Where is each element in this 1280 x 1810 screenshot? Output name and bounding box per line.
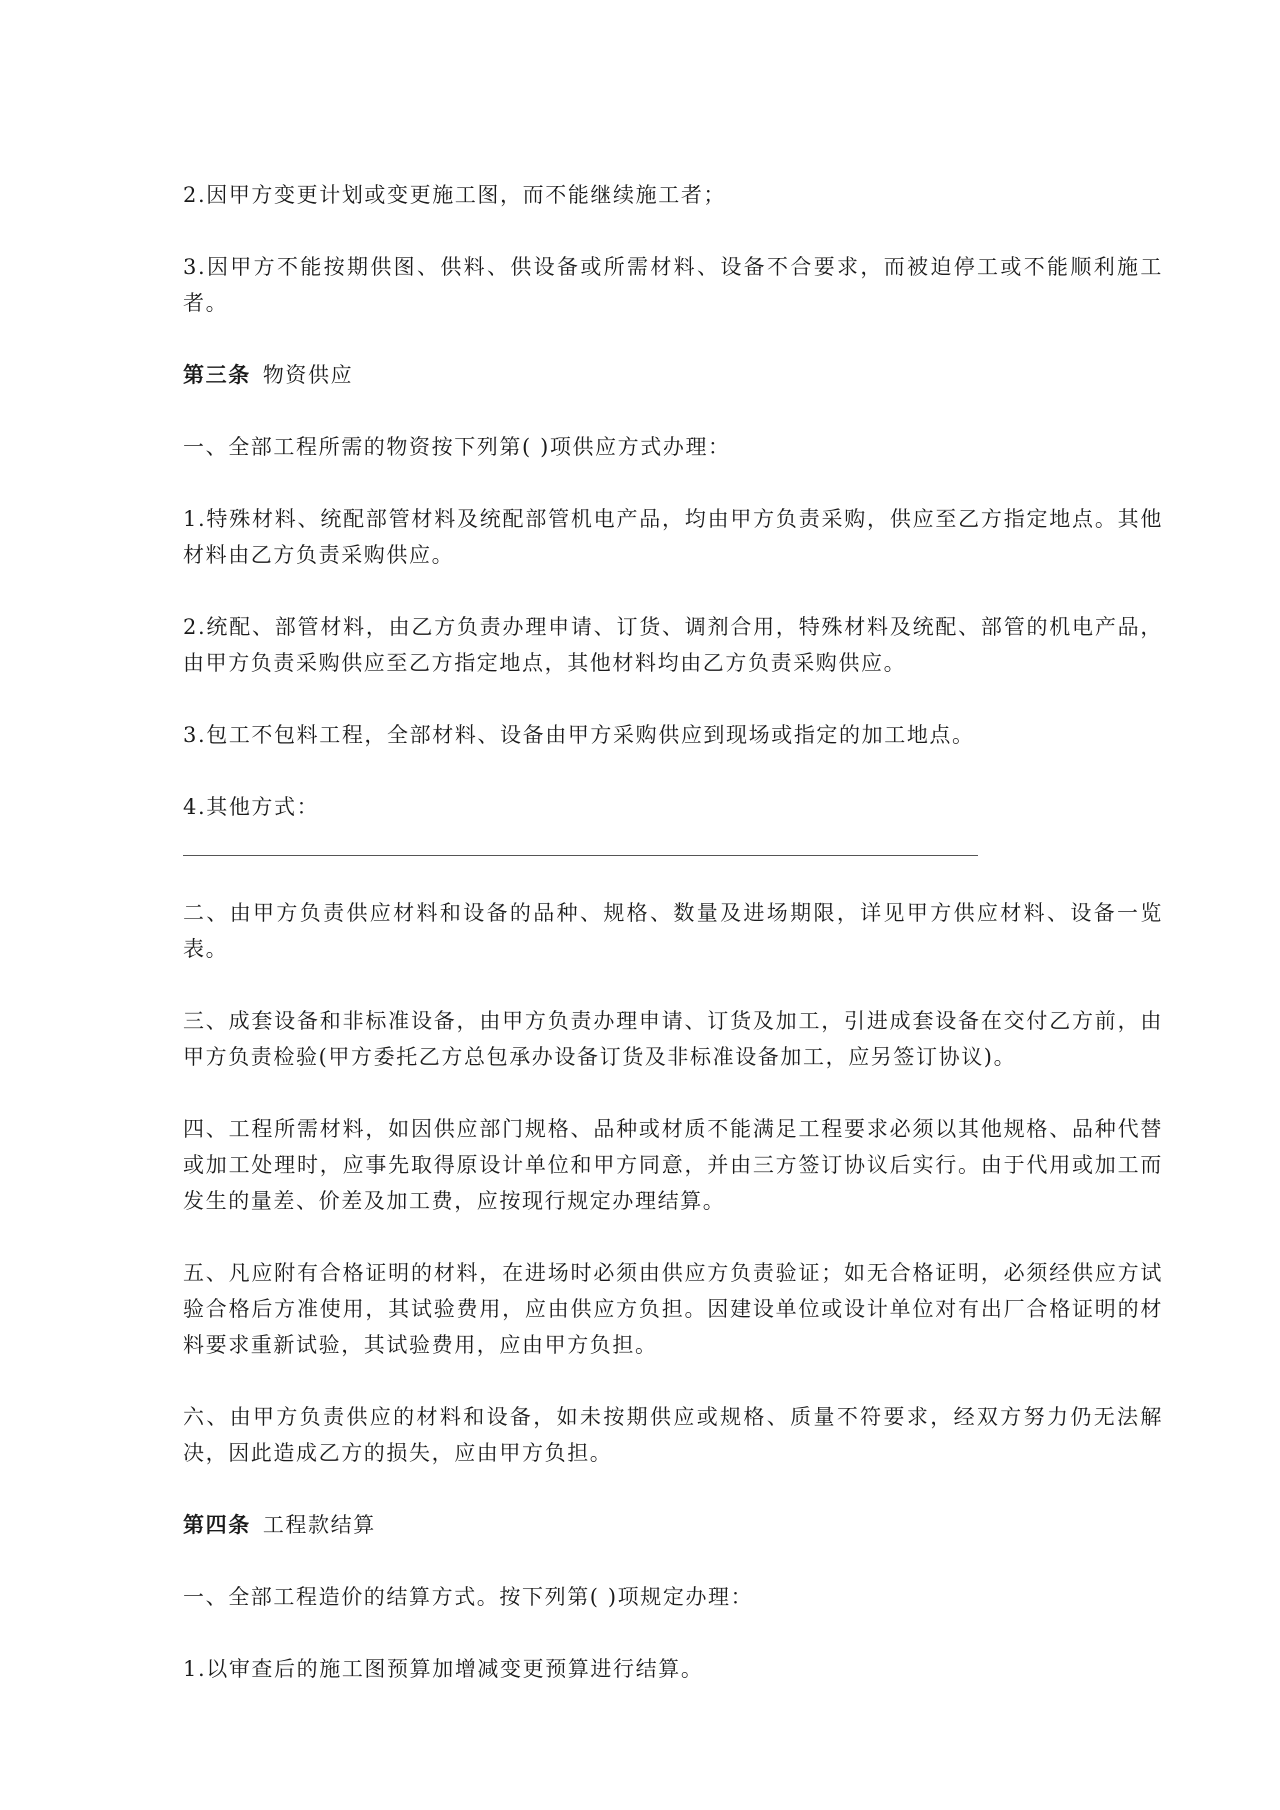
section-3-option-4: 4.其他方式： (183, 795, 320, 819)
section-3-clause-4: 四、工程所需材料，如因供应部门规格、品种或材质不能满足工程要求必须以其他规格、品种代替或加工处理时，应事先取得原设计单位和甲方同意，并由三方签订协议后实行。由于代用或加工而发生的量差、价差及加工费，应按现行规定办理结算。 (183, 1117, 1163, 1213)
section-3-option-3: 3.包工不包料工程，全部材料、设备由甲方采购供应到现场或指定的加工地点。 (183, 723, 975, 747)
fill-in-blank-line (183, 855, 978, 856)
section-3-clause-5: 五、凡应附有合格证明的材料，在进场时必须由供应方负责验证；如无合格证明，必须经供应方试验合格后方准使用，其试验费用，应由供应方负担。因建设单位或设计单位对有出厂合格证明的材料要求重新试验，其试验费用，应由甲方负担。 (183, 1261, 1163, 1357)
document-body (183, 177, 1163, 1723)
fill-in-blank-wrap (183, 855, 1163, 895)
section-3-heading (183, 357, 1163, 393)
section-3-clause-6: 六、由甲方负责供应的材料和设备，如未按期供应或规格、质量不符要求，经双方努力仍无法解决，因此造成乙方的损失，应由甲方负担。 (183, 1405, 1163, 1465)
section-3-clause-3: 三、成套设备和非标准设备，由甲方负责办理申请、订货及加工，引进成套设备在交付乙方前，由甲方负责检验(甲方委托乙方总包承办设备订货及非标准设备加工，应另签订协议)。 (183, 1009, 1163, 1069)
section-4-heading (183, 1507, 1163, 1543)
section-4-intro: 一、全部工程造价的结算方式。按下列第( )项规定办理： (183, 1585, 754, 1609)
paragraph-item-3: 3.因甲方不能按期供图、供料、供设备或所需材料、设备不合要求，而被迫停工或不能顺利施工者。 (183, 255, 1163, 315)
section-4-number: 第四条 (183, 1513, 251, 1537)
section-4-option-1: 1.以审查后的施工图预算加增减变更预算进行结算。 (183, 1657, 704, 1681)
section-3-title: 物资供应 (262, 363, 354, 387)
section-4-title: 工程款结算 (262, 1513, 376, 1537)
section-3-option-1: 1.特殊材料、统配部管材料及统配部管机电产品，均由甲方负责采购，供应至乙方指定地点。其他材料由乙方负责采购供应。 (183, 507, 1163, 567)
section-3-number: 第三条 (183, 363, 251, 387)
section-3-intro: 一、全部工程所需的物资按下列第( )项供应方式办理： (183, 435, 731, 459)
section-3-option-2: 2.统配、部管材料，由乙方负责办理申请、订货、调剂合用，特殊材料及统配、部管的机电产品，由甲方负责采购供应至乙方指定地点，其他材料均由乙方负责采购供应。 (183, 615, 1163, 675)
paragraph-item-2: 2.因甲方变更计划或变更施工图，而不能继续施工者； (183, 183, 727, 207)
section-3-clause-2: 二、由甲方负责供应材料和设备的品种、规格、数量及进场期限，详见甲方供应材料、设备一览表。 (183, 901, 1163, 961)
